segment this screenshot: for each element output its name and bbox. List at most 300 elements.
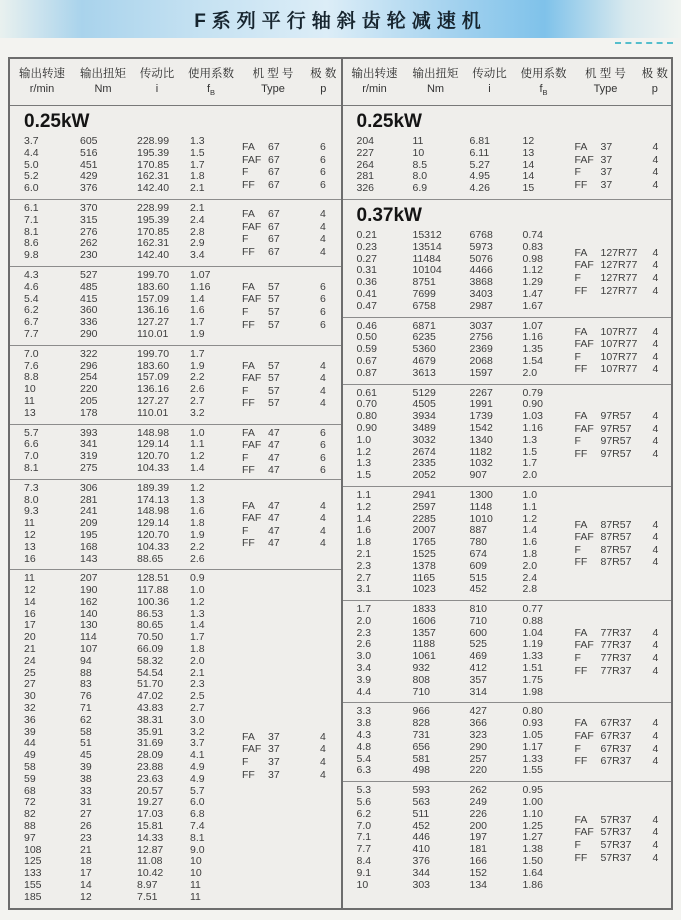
ratio-value: 12.87 bbox=[137, 843, 164, 856]
ratio-value: 2756 bbox=[469, 331, 493, 344]
model-line bbox=[242, 141, 334, 154]
pole-count: 6 bbox=[320, 293, 326, 306]
model-prefix: FA bbox=[242, 499, 255, 512]
output-torque-value: 178 bbox=[80, 406, 98, 419]
table-row bbox=[343, 470, 672, 482]
service-factor-value: 1.16 bbox=[522, 421, 543, 434]
output-torque-value: 341 bbox=[80, 438, 98, 451]
service-factor-value: 1.6 bbox=[522, 536, 538, 549]
pole-count: 4 bbox=[652, 435, 659, 448]
service-factor-value: 1.5 bbox=[522, 445, 538, 458]
service-factor-value: 2.1 bbox=[190, 182, 205, 195]
output-torque-value: 290 bbox=[80, 327, 98, 340]
model-prefix: FA bbox=[574, 325, 588, 338]
output-speed-value: 6.2 bbox=[24, 304, 39, 317]
power-section-label: 0.25kW bbox=[356, 111, 422, 132]
service-factor-value: 1.4 bbox=[190, 461, 205, 474]
output-speed-value: 3.7 bbox=[24, 135, 39, 147]
ratio-value: 780 bbox=[469, 536, 488, 549]
service-factor-value: 2.8 bbox=[190, 225, 205, 238]
model-prefix: FAF bbox=[574, 337, 594, 350]
service-factor-value: 13 bbox=[522, 146, 535, 159]
output-speed-value: 16 bbox=[24, 607, 36, 620]
output-torque-value: 315 bbox=[80, 213, 98, 226]
model-line bbox=[575, 423, 667, 436]
output-torque-value: 114 bbox=[80, 631, 97, 644]
model-line bbox=[575, 141, 667, 154]
model-line bbox=[242, 179, 334, 192]
output-torque-value: 296 bbox=[80, 359, 98, 372]
service-factor-value: 1.33 bbox=[522, 752, 543, 765]
model-prefix: FAF bbox=[574, 153, 594, 166]
power-section-label: 0.25kW bbox=[24, 111, 90, 132]
power-section-label: 0.37kW bbox=[343, 199, 672, 227]
output-torque-value: 23 bbox=[80, 831, 92, 844]
ratio-value: 3403 bbox=[469, 287, 493, 300]
service-factor-value: 2.9 bbox=[190, 237, 205, 250]
output-torque-value: 205 bbox=[80, 394, 98, 407]
output-speed-value: 0.27 bbox=[356, 252, 377, 265]
table-row bbox=[343, 797, 672, 809]
service-factor-value: 1.27 bbox=[522, 831, 543, 844]
table-row bbox=[10, 868, 341, 880]
ratio-value: 183.60 bbox=[137, 280, 170, 293]
model-number: 57 bbox=[268, 318, 280, 331]
output-torque-value: 10 bbox=[412, 146, 425, 159]
output-speed-value: 6.1 bbox=[24, 201, 39, 214]
table-row bbox=[343, 687, 672, 699]
pole-count: 4 bbox=[320, 232, 326, 245]
model-number: 67R37 bbox=[600, 742, 632, 755]
ratio-value: 189.39 bbox=[137, 481, 170, 494]
ratio-value: 170.85 bbox=[137, 158, 170, 171]
output-torque-value: 370 bbox=[80, 201, 98, 214]
spec-block bbox=[343, 702, 672, 781]
ratio-value: 23.63 bbox=[137, 772, 164, 785]
model-prefix: FA bbox=[242, 730, 255, 743]
output-speed-value: 44 bbox=[24, 737, 36, 750]
output-torque-value: 605 bbox=[80, 135, 98, 147]
service-factor-value: 1.47 bbox=[522, 287, 543, 300]
service-factor-value: 1.6 bbox=[190, 304, 205, 317]
service-factor-value: 1.2 bbox=[190, 450, 205, 463]
output-speed-value: 8.1 bbox=[24, 461, 39, 474]
output-torque-value: 62 bbox=[80, 713, 92, 726]
output-speed-value: 0.90 bbox=[356, 421, 377, 434]
output-speed-value: 11 bbox=[24, 517, 35, 530]
ratio-value: 3037 bbox=[469, 319, 493, 332]
model-line bbox=[242, 397, 334, 410]
ratio-value: 6.11 bbox=[469, 146, 490, 159]
output-speed-value: 4.6 bbox=[24, 280, 39, 293]
model-number: 37 bbox=[268, 755, 280, 768]
pole-count: 4 bbox=[652, 447, 659, 460]
table-row bbox=[343, 301, 672, 313]
output-speed-value: 108 bbox=[24, 843, 42, 856]
pole-count: 6 bbox=[320, 464, 326, 477]
output-speed-value: 155 bbox=[24, 879, 42, 892]
ratio-value: 170.85 bbox=[137, 225, 170, 238]
table-row bbox=[10, 554, 341, 566]
output-speed-value: 20 bbox=[24, 631, 36, 644]
service-factor-value: 1.9 bbox=[190, 528, 205, 541]
output-speed-value: 0.47 bbox=[356, 299, 377, 312]
output-speed-value: 1.8 bbox=[356, 536, 372, 549]
service-factor-value: 0.9 bbox=[190, 572, 205, 585]
output-speed-value: 185 bbox=[24, 890, 42, 903]
pole-count: 4 bbox=[320, 730, 326, 743]
output-speed-value: 2.7 bbox=[356, 571, 372, 584]
table-row bbox=[343, 502, 672, 514]
pole-count: 4 bbox=[652, 651, 659, 664]
output-speed-value: 7.3 bbox=[24, 481, 39, 494]
ratio-value: 427 bbox=[469, 705, 488, 718]
output-torque-value: 281 bbox=[80, 493, 98, 506]
output-speed-value: 1.1 bbox=[356, 488, 372, 501]
model-number: 127R77 bbox=[600, 246, 638, 259]
model-line bbox=[242, 731, 334, 744]
ratio-value: 183.60 bbox=[137, 359, 170, 372]
model-group bbox=[575, 627, 667, 677]
table-row bbox=[10, 632, 341, 644]
pole-count: 4 bbox=[652, 717, 659, 730]
output-speed-value: 72 bbox=[24, 796, 36, 809]
output-speed-value: 14 bbox=[24, 595, 36, 608]
output-speed-value: 133 bbox=[24, 867, 42, 880]
model-line bbox=[242, 525, 334, 538]
output-torque-value: 143 bbox=[80, 552, 98, 565]
model-prefix: FAF bbox=[242, 439, 262, 452]
ratio-value: 17.03 bbox=[137, 808, 164, 821]
service-factor-value: 7.4 bbox=[190, 820, 205, 833]
service-factor-value: 1.07 bbox=[190, 268, 211, 281]
spec-block bbox=[10, 199, 341, 266]
model-number: 97R57 bbox=[600, 410, 632, 423]
model-number: 67R37 bbox=[600, 729, 632, 742]
output-speed-value: 16 bbox=[24, 552, 36, 565]
service-factor-value: 0.83 bbox=[522, 240, 543, 253]
output-torque-value: 8.5 bbox=[412, 158, 428, 171]
service-factor-value: 0.90 bbox=[522, 398, 543, 411]
pole-count: 4 bbox=[320, 768, 326, 781]
ratio-value: 100.36 bbox=[137, 595, 170, 608]
output-torque-value: 220 bbox=[80, 383, 98, 396]
output-torque-value: 27 bbox=[80, 808, 92, 821]
model-group bbox=[575, 814, 667, 864]
model-prefix: F bbox=[242, 165, 249, 178]
ratio-value: 1032 bbox=[469, 457, 493, 470]
pole-count: 4 bbox=[652, 410, 659, 423]
service-factor-value: 1.9 bbox=[190, 327, 205, 340]
output-speed-value: 9.8 bbox=[24, 249, 39, 262]
output-torque-value: 2007 bbox=[412, 524, 436, 537]
ratio-value: 4466 bbox=[469, 264, 493, 277]
output-speed-value: 5.6 bbox=[356, 796, 372, 809]
output-speed-value: 7.6 bbox=[24, 359, 39, 372]
model-prefix: FF bbox=[574, 447, 588, 460]
pole-count: 4 bbox=[652, 639, 659, 652]
pole-count: 4 bbox=[652, 325, 659, 338]
output-speed-value: 4.4 bbox=[356, 685, 372, 698]
output-speed-value: 7.0 bbox=[24, 450, 39, 463]
ratio-value: 249 bbox=[469, 796, 488, 809]
model-number: 57R37 bbox=[600, 813, 632, 826]
output-speed-value: 36 bbox=[24, 713, 36, 726]
output-torque-value: 322 bbox=[80, 347, 98, 360]
model-number: 67 bbox=[268, 220, 280, 233]
output-torque-value: 485 bbox=[80, 280, 98, 293]
spec-block bbox=[343, 781, 672, 895]
model-number: 97R57 bbox=[600, 435, 632, 448]
service-factor-value: 2.2 bbox=[190, 371, 205, 384]
output-speed-value: 13 bbox=[24, 540, 36, 553]
model-prefix: FA bbox=[574, 717, 588, 730]
pole-count: 6 bbox=[320, 439, 326, 452]
model-line bbox=[575, 247, 667, 260]
model-prefix: FA bbox=[242, 280, 255, 293]
table-row bbox=[343, 230, 672, 242]
model-prefix: FF bbox=[574, 284, 588, 297]
model-line bbox=[242, 372, 334, 385]
table-right-body bbox=[343, 106, 672, 895]
model-prefix: FF bbox=[242, 178, 255, 191]
title-bar bbox=[0, 0, 681, 38]
table-row bbox=[10, 809, 341, 821]
model-line bbox=[575, 742, 667, 755]
output-torque-value: 410 bbox=[412, 843, 431, 856]
output-torque-value: 376 bbox=[412, 855, 431, 868]
model-number: 107R77 bbox=[600, 363, 638, 376]
output-speed-value: 2.0 bbox=[356, 614, 372, 627]
ratio-value: 1300 bbox=[469, 488, 493, 501]
service-factor-value: 1.55 bbox=[522, 764, 543, 777]
service-factor-value: 14 bbox=[522, 158, 535, 171]
output-torque-value: 2285 bbox=[412, 512, 436, 525]
output-torque-value: 1765 bbox=[412, 536, 436, 549]
model-number: 77R37 bbox=[600, 651, 632, 664]
header-output-speed: 输出转速 bbox=[351, 68, 398, 80]
output-speed-value: 1.2 bbox=[356, 500, 372, 513]
ratio-value: 10.42 bbox=[137, 867, 164, 880]
output-speed-value: 8.6 bbox=[24, 237, 39, 250]
service-factor-value: 1.6 bbox=[190, 505, 205, 518]
service-factor-value: 1.50 bbox=[522, 855, 543, 868]
model-prefix: FAF bbox=[242, 372, 262, 385]
table-row bbox=[10, 668, 341, 680]
table-row bbox=[343, 785, 672, 797]
model-line bbox=[575, 556, 667, 569]
ratio-value: 1542 bbox=[469, 421, 493, 434]
ratio-value: 199.70 bbox=[137, 347, 170, 360]
output-torque-value: 15312 bbox=[412, 228, 442, 241]
model-prefix: F bbox=[574, 543, 581, 556]
model-number: 47 bbox=[268, 464, 280, 477]
table-row bbox=[10, 797, 341, 809]
output-torque-value: 1833 bbox=[412, 603, 436, 616]
ratio-value: 66.09 bbox=[137, 643, 164, 656]
model-line bbox=[575, 351, 667, 364]
output-speed-value: 7.0 bbox=[24, 347, 39, 360]
ratio-value: 148.98 bbox=[137, 426, 170, 439]
output-torque-value: 828 bbox=[412, 717, 431, 730]
dashed-accent-mark bbox=[615, 42, 673, 44]
output-torque-value: 168 bbox=[80, 540, 98, 553]
output-torque-value: 230 bbox=[80, 249, 98, 262]
model-line bbox=[242, 359, 334, 372]
spec-block bbox=[343, 384, 672, 486]
output-torque-value: 2674 bbox=[412, 445, 436, 458]
model-line bbox=[575, 531, 667, 544]
pole-count: 4 bbox=[652, 530, 659, 543]
ratio-value: 228.99 bbox=[137, 201, 170, 214]
output-torque-value: 18 bbox=[80, 855, 92, 868]
output-speed-value: 82 bbox=[24, 808, 36, 821]
ratio-value: 674 bbox=[469, 547, 488, 560]
ratio-value: 110.01 bbox=[137, 327, 169, 340]
output-torque-value: 14 bbox=[80, 879, 92, 892]
table-row bbox=[10, 573, 341, 585]
model-number: 47 bbox=[268, 524, 280, 537]
output-torque-value: 451 bbox=[80, 158, 98, 171]
unit-fb: $f_B$ bbox=[539, 83, 548, 98]
table-row bbox=[10, 703, 341, 715]
service-factor-value: 4.9 bbox=[190, 761, 205, 774]
output-torque-value: 94 bbox=[80, 654, 92, 667]
output-torque-value: 393 bbox=[80, 426, 98, 439]
table-row bbox=[343, 490, 672, 502]
output-torque-value: 415 bbox=[80, 292, 98, 305]
table-row bbox=[10, 644, 341, 656]
ratio-value: 120.70 bbox=[137, 528, 170, 541]
ratio-value: 323 bbox=[469, 729, 488, 742]
service-factor-value: 3.0 bbox=[190, 713, 205, 726]
model-line bbox=[242, 512, 334, 525]
table-row bbox=[10, 715, 341, 727]
service-factor-value: 2.7 bbox=[190, 702, 205, 715]
output-torque-value: 5129 bbox=[412, 386, 436, 399]
model-number: 127R77 bbox=[600, 284, 638, 297]
model-line bbox=[575, 410, 667, 423]
ratio-value: 104.33 bbox=[137, 540, 170, 553]
ratio-value: 43.83 bbox=[137, 702, 164, 715]
header-poles: 极 数 bbox=[310, 68, 337, 80]
output-torque-value: 656 bbox=[412, 740, 431, 753]
model-prefix: FA bbox=[574, 626, 588, 639]
ratio-value: 58.32 bbox=[137, 654, 164, 667]
service-factor-value: 1.7 bbox=[190, 631, 205, 644]
output-speed-value: 0.67 bbox=[356, 354, 377, 367]
output-speed-value: 3.9 bbox=[356, 673, 372, 686]
output-torque-value: 88 bbox=[80, 666, 92, 679]
output-torque-value: 376 bbox=[80, 182, 98, 195]
ratio-value: 104.33 bbox=[137, 461, 170, 474]
model-prefix: FF bbox=[242, 768, 255, 781]
table-row bbox=[10, 880, 341, 892]
output-torque-value: 162 bbox=[80, 595, 98, 608]
ratio-value: 129.14 bbox=[137, 517, 170, 530]
output-speed-value: 0.59 bbox=[356, 343, 377, 356]
service-factor-value: 2.0 bbox=[522, 366, 538, 379]
output-torque-value: 6.9 bbox=[412, 182, 428, 195]
ratio-value: 228.99 bbox=[137, 135, 170, 147]
output-torque-value: 58 bbox=[80, 725, 92, 738]
service-factor-value: 6.8 bbox=[190, 808, 205, 821]
model-line bbox=[242, 233, 334, 246]
model-prefix: F bbox=[242, 755, 249, 768]
ratio-value: 1182 bbox=[469, 445, 493, 458]
pole-count: 6 bbox=[320, 153, 326, 166]
column-header-units bbox=[10, 82, 341, 100]
model-prefix: FF bbox=[574, 851, 588, 864]
service-factor-value: 2.7 bbox=[190, 394, 205, 407]
table-row bbox=[10, 609, 341, 621]
service-factor-value: 1.8 bbox=[190, 643, 205, 656]
model-number: 37 bbox=[600, 153, 613, 166]
model-prefix: FF bbox=[242, 245, 255, 258]
spec-block bbox=[343, 133, 672, 199]
pole-count: 4 bbox=[652, 284, 659, 297]
model-number: 57 bbox=[268, 280, 280, 293]
service-factor-value: 1.2 bbox=[190, 595, 205, 608]
ratio-value: 162.31 bbox=[137, 237, 170, 250]
pole-count: 4 bbox=[652, 271, 659, 284]
output-torque-value: 527 bbox=[80, 268, 98, 281]
service-factor-value: 2.4 bbox=[522, 571, 538, 584]
output-torque-value: 76 bbox=[80, 690, 92, 703]
service-factor-value: 1.2 bbox=[190, 481, 205, 494]
output-speed-value: 0.46 bbox=[356, 319, 377, 332]
output-speed-value: 97 bbox=[24, 831, 36, 844]
service-factor-value: 1.3 bbox=[190, 135, 205, 147]
table-left-half bbox=[10, 59, 341, 908]
ratio-value: 70.50 bbox=[137, 631, 164, 644]
pole-count: 6 bbox=[320, 318, 326, 331]
model-line bbox=[242, 464, 334, 477]
output-speed-value: 4.4 bbox=[24, 146, 39, 159]
model-number: 97R57 bbox=[600, 447, 632, 460]
model-group bbox=[242, 731, 334, 781]
table-row bbox=[10, 597, 341, 609]
output-torque-value: 130 bbox=[80, 619, 98, 632]
service-factor-value: 2.6 bbox=[190, 383, 205, 396]
ratio-value: 452 bbox=[469, 583, 488, 596]
service-factor-value: 2.6 bbox=[190, 552, 205, 565]
model-number: 57 bbox=[268, 372, 280, 385]
model-prefix: FA bbox=[574, 140, 588, 153]
model-prefix: FF bbox=[574, 556, 588, 569]
model-prefix: FAF bbox=[242, 293, 262, 306]
service-factor-value: 0.80 bbox=[522, 705, 543, 718]
output-speed-value: 6.2 bbox=[356, 807, 372, 820]
ratio-value: 2987 bbox=[469, 299, 493, 312]
output-torque-value: 83 bbox=[80, 678, 92, 691]
model-group bbox=[575, 141, 667, 191]
output-speed-value: 5.4 bbox=[356, 752, 372, 765]
output-speed-value: 7.1 bbox=[24, 213, 39, 226]
pole-count: 4 bbox=[320, 220, 326, 233]
service-factor-value: 1.3 bbox=[190, 493, 205, 506]
output-speed-value: 1.4 bbox=[356, 512, 372, 525]
unit-fb: $f_B$ bbox=[206, 83, 216, 98]
model-number: 47 bbox=[268, 537, 280, 550]
ratio-value: 810 bbox=[469, 603, 488, 616]
service-factor-value: 1.64 bbox=[522, 866, 543, 879]
pole-count: 4 bbox=[652, 350, 659, 363]
model-number: 57 bbox=[268, 397, 280, 410]
output-torque-value: 31 bbox=[80, 796, 92, 809]
service-factor-value: 1.0 bbox=[190, 426, 205, 439]
ratio-value: 2369 bbox=[469, 343, 493, 356]
